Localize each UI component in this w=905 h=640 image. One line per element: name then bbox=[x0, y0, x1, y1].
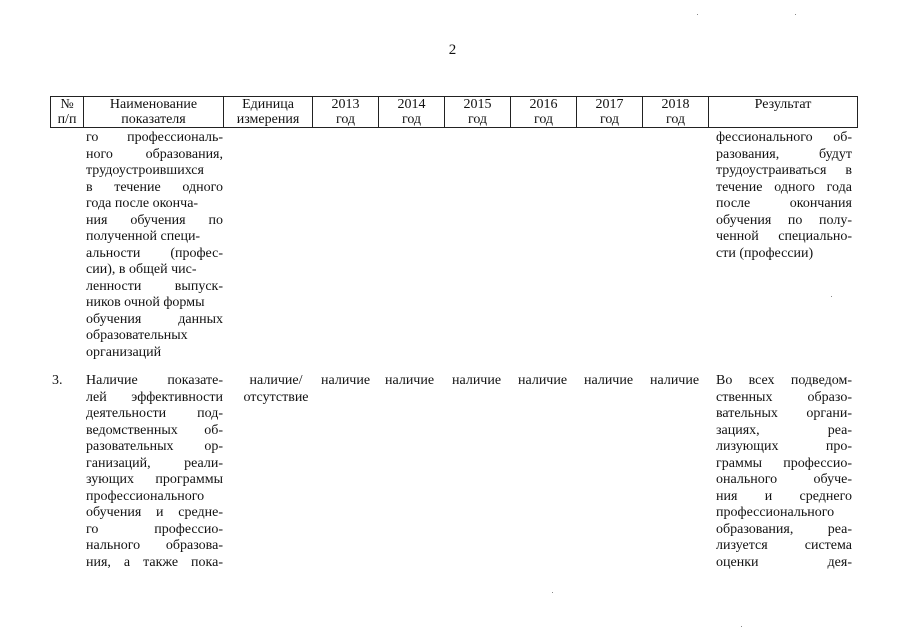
row3-unit-line: наличие/ bbox=[249, 373, 303, 388]
header-year-2016 bbox=[511, 97, 577, 127]
row3-result-line: лизующих про- bbox=[716, 439, 852, 454]
header-num-line2: п/п bbox=[57, 112, 77, 127]
row3-result-line: лизуется система bbox=[716, 538, 852, 553]
header-result bbox=[709, 97, 857, 127]
row3-result bbox=[716, 373, 852, 571]
row3-result-line: ственных образо- bbox=[716, 389, 852, 405]
header-year-2013 bbox=[313, 97, 379, 127]
row3-name-line: профессионального bbox=[86, 488, 205, 504]
header-result-line1: Результат bbox=[754, 97, 812, 112]
header-unit bbox=[224, 97, 313, 127]
row3-unit bbox=[234, 373, 318, 406]
row3-name-line: нального образова- bbox=[86, 538, 223, 553]
header-year-unit: год bbox=[335, 112, 356, 127]
row2-result-line: ченной специально- bbox=[716, 229, 852, 244]
header-year-value: 2015 bbox=[463, 97, 492, 112]
row3-name-line: разовательных ор- bbox=[86, 439, 223, 454]
row2-name-line: организаций bbox=[86, 344, 162, 360]
row3-result-line: онального обуче- bbox=[716, 472, 852, 487]
row2-result-line: обучения по полу- bbox=[716, 212, 852, 228]
row2-name-line: ного образования, bbox=[86, 146, 223, 162]
header-unit-line1: Единица bbox=[242, 97, 294, 112]
scan-speck bbox=[697, 14, 698, 15]
header-year-value: 2016 bbox=[529, 97, 558, 112]
row2-name-line: обучения данных bbox=[86, 311, 223, 327]
row3-name-line: Наличие показате- bbox=[86, 373, 223, 388]
row3-name bbox=[86, 373, 223, 571]
row2-name bbox=[86, 130, 223, 361]
row2-name-line: года после оконча- bbox=[86, 196, 199, 211]
row3-result-line: оценки дея- bbox=[716, 554, 852, 570]
row3-name-line: ганизаций, реали- bbox=[86, 455, 223, 471]
header-num bbox=[51, 97, 84, 127]
row2-name-line: сии), в общей чис- bbox=[86, 262, 197, 277]
row3-unit-line: отсутствие bbox=[243, 389, 309, 405]
header-unit-line2: измерения bbox=[236, 112, 300, 127]
header-num-line1: № bbox=[60, 97, 74, 112]
row2-result bbox=[716, 130, 852, 262]
header-name bbox=[84, 97, 224, 127]
row3-result-line: граммы профессио- bbox=[716, 455, 852, 471]
row3-name-line: го профессио- bbox=[86, 521, 223, 537]
row2-name-line: образовательных bbox=[86, 328, 188, 343]
row3-name-line: ния, а также пока- bbox=[86, 554, 223, 570]
row2-name-line: ников очной формы bbox=[86, 295, 205, 310]
row2-result-line: сти (профессии) bbox=[716, 245, 814, 261]
header-year-2014 bbox=[379, 97, 445, 127]
header-year-value: 2017 bbox=[595, 97, 624, 112]
header-year-unit: год bbox=[599, 112, 620, 127]
row3-result-line: профессионального bbox=[716, 505, 835, 520]
row3-result-line: зациях, реа- bbox=[716, 422, 852, 438]
row2-name-line: альности (профес- bbox=[86, 245, 223, 261]
header-year-value: 2014 bbox=[397, 97, 426, 112]
header-year-2017 bbox=[577, 97, 643, 127]
row2-name-line: ленности выпуск- bbox=[86, 278, 223, 294]
row3-value-2017: наличие bbox=[584, 373, 634, 388]
header-year-2015 bbox=[445, 97, 511, 127]
header-year-unit: год bbox=[467, 112, 488, 127]
row2-name-line: го профессиональ- bbox=[86, 130, 223, 145]
row3-name-line: деятельности под- bbox=[86, 406, 223, 421]
scan-speck bbox=[741, 626, 742, 627]
row3-result-line: вательных органи- bbox=[716, 406, 852, 421]
row3-result-line: ния и среднего bbox=[716, 488, 852, 504]
header-year-unit: год bbox=[401, 112, 422, 127]
row2-result-line: трудоустраиваться в bbox=[716, 163, 852, 178]
header-name-line2: показателя bbox=[121, 112, 186, 127]
row3-name-line: обучения и средне- bbox=[86, 505, 223, 520]
row2-result-line: после окончания bbox=[716, 196, 852, 211]
row2-result-line: течение одного года bbox=[716, 179, 852, 195]
scan-speck bbox=[831, 296, 832, 297]
row2-result-line: фессионального об- bbox=[716, 130, 852, 145]
scan-speck bbox=[552, 592, 553, 593]
header-year-unit: год bbox=[665, 112, 686, 127]
row2-result-line: разования, будут bbox=[716, 146, 852, 162]
row3-value-2014: наличие bbox=[385, 373, 435, 388]
row3-result-line: Во всех подведом- bbox=[716, 373, 852, 388]
row3-value-2018: наличие bbox=[650, 373, 700, 388]
header-year-value: 2018 bbox=[661, 97, 690, 112]
scan-speck bbox=[795, 14, 796, 15]
row2-name-line: трудоустроившихся bbox=[86, 163, 204, 178]
row3-result-line: образования, реа- bbox=[716, 521, 852, 537]
table-header bbox=[50, 96, 858, 128]
header-year-value: 2013 bbox=[331, 97, 360, 112]
row3-name-line: ведомственных об- bbox=[86, 422, 223, 438]
row2-name-line: ния обучения по bbox=[86, 212, 223, 228]
header-name-line1: Наименование bbox=[109, 97, 198, 112]
header-year-2018 bbox=[643, 97, 709, 127]
header-year-unit: год bbox=[533, 112, 554, 127]
row3-name-line: лей эффективности bbox=[86, 389, 223, 405]
row3-number: 3. bbox=[52, 373, 63, 388]
page-number: 2 bbox=[448, 42, 457, 58]
row3-value-2013: наличие bbox=[321, 373, 371, 388]
row2-name-line: в течение одного bbox=[86, 179, 223, 195]
row3-value-2016: наличие bbox=[518, 373, 568, 388]
row3-value-2015: наличие bbox=[452, 373, 502, 388]
row2-name-line: полученной специ- bbox=[86, 229, 201, 244]
row3-name-line: зующих программы bbox=[86, 472, 223, 487]
